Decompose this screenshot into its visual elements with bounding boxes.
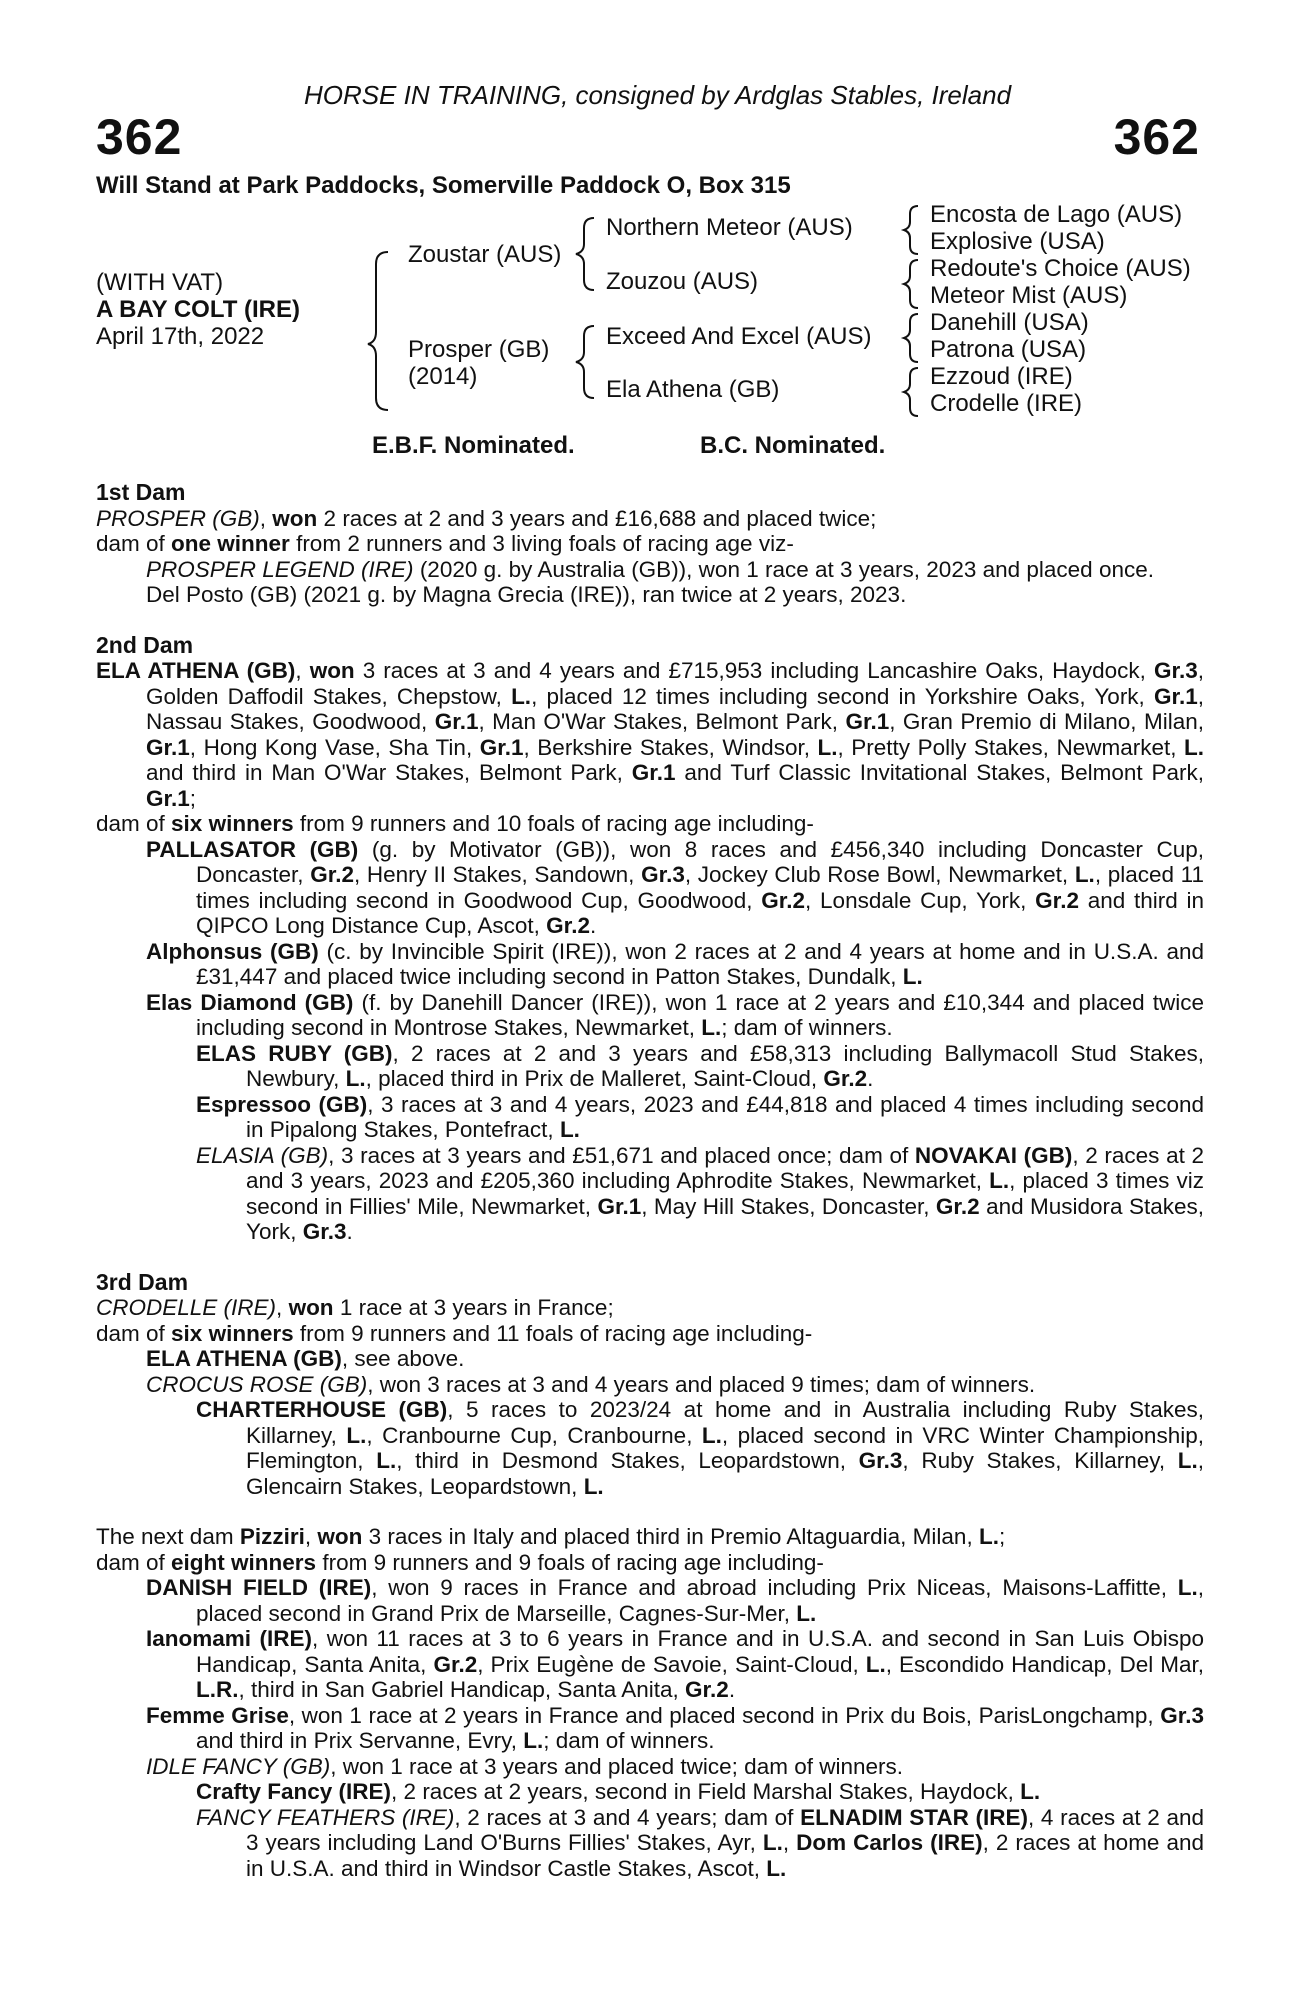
produce-elas-ruby: ELAS RUBY (GB), 2 races at 2 and 3 years and £58,313 including Ballymacoll Stud Stakes, Newbury, L., placed third in Prix de Malleret, Saint-Cloud, Gr.2.: [196, 1040, 1205, 1091]
produce-pallasator: PALLASATOR (GB) (g. by Motivator (GB)), won 8 races and £456,340 including Doncaster Cup, Doncaster, Gr.2, Henry II Stakes, Sandown, Gr.3, Jockey Club Rose Bowl, Newmarket, L., placed 11 times including second in Goodwood Cup, Goodwood, Gr.2, Lonsdale Cup, York, Gr.2 and third in QIPCO Long Distance Cup, Ascot, Gr.2.: [146, 836, 1205, 938]
ancestor-7: Ezzoud (IRE): [930, 363, 1073, 390]
first-dam-foal-2: Del Posto (GB) (2021 g. by Magna Grecia (IRE)), ran twice at 2 years, 2023.: [146, 582, 907, 607]
third-dam-heading: 3rd Dam: [96, 1268, 189, 1295]
produce-espressoo: Espressoo (GB), 3 races at 3 and 4 years, 2023 and £44,818 and placed 4 times including second in Pipalong Stakes, Pontefract, L.: [196, 1091, 1204, 1142]
produce-idle-fancy: IDLE FANCY (GB), won 1 race at 3 years and placed twice; dam of winners.: [146, 1753, 903, 1779]
dam-sire: Exceed And Excel (AUS): [606, 323, 872, 350]
sire-sire: Northern Meteor (AUS): [606, 214, 853, 241]
lot-number-right: 362: [1113, 109, 1200, 165]
next-dam-record: The next dam Pizziri, won 3 races in Italy and placed third in Premio Altaguardia, Milan, L.;: [96, 1524, 1006, 1549]
ancestor-4: Meteor Mist (AUS): [930, 282, 1128, 309]
produce-elasia: ELASIA (GB), 3 races at 3 years and £51,671 and placed once; dam of NOVAKAI (GB), 2 races at 2 and 3 years, 2023 and £205,360 including Aphrodite Stakes, Newmarket, L., placed 3 times viz second in Fillies' Mile, Newmarket, Gr.1, May Hill Stakes, Doncaster, Gr.2 and Musidora Stakes, York, Gr.3.: [196, 1142, 1205, 1244]
page-header-title: HORSE IN TRAINING, consigned by Ardglas Stables, Ireland: [303, 80, 1012, 110]
produce-danish-field: DANISH FIELD (IRE), won 9 races in France and abroad including Prix Niceas, Maisons-Laffitte, L., placed second in Grand Prix de Marseille, Cagnes-Sur-Mer, L.: [146, 1575, 1204, 1626]
bc-nomination: B.C. Nominated.: [700, 432, 886, 459]
dam-name: Prosper (GB): [408, 336, 550, 363]
first-dam-produce-summary: dam of one winner from 2 runners and 3 living foals of racing age viz-: [96, 531, 794, 556]
second-dam-produce-summary: dam of six winners from 9 runners and 10 foals of racing age including-: [96, 811, 814, 836]
next-dam-produce-summary: dam of eight winners from 9 runners and 9 foals of racing age including-: [96, 1549, 824, 1575]
third-dam-produce-summary: dam of six winners from 9 runners and 11 foals of racing age including-: [96, 1320, 813, 1346]
ancestor-5: Danehill (USA): [930, 309, 1089, 336]
first-dam-heading: 1st Dam: [96, 479, 186, 505]
dam-year: (2014): [408, 363, 478, 390]
produce-femme-grise: Femme Grise, won 1 race at 2 years in France and placed second in Prix du Bois, ParisLongchamp, Gr.3 and third in Prix Servanne, Evry, L.; dam of winners.: [146, 1702, 1204, 1753]
pedigree-notes: [96, 480, 1204, 1881]
produce-ela-athena: ELA ATHENA (GB), see above.: [146, 1346, 465, 1371]
first-dam-foal-1: PROSPER LEGEND (IRE) (2020 g. by Australia (GB)), won 1 race at 3 years, 2023 and placed once.: [146, 556, 1154, 582]
produce-elas-diamond: Elas Diamond (GB) (f. by Danehill Dancer (IRE)), won 1 race at 2 years and £10,344 and placed twice including second in Montrose Stakes, Newmarket, L.; dam of winners.: [146, 989, 1204, 1040]
produce-ianomami: Ianomami (IRE), won 11 races at 3 to 6 years in France and in U.S.A. and second in San Luis Obispo Handicap, Santa Anita, Gr.2, Prix Eugène de Savoie, Saint-Cloud, L., Escondido Handicap, Del Mar, L.R., third in San Gabriel Handicap, Santa Anita, Gr.2.: [146, 1626, 1204, 1702]
lot-number-left: 362: [96, 109, 183, 165]
produce-crocus-rose: CROCUS ROSE (GB), won 3 races at 3 and 4 years and placed 9 times; dam of winners.: [146, 1371, 1036, 1397]
dam-dam: Ela Athena (GB): [606, 376, 780, 403]
vat-note: (WITH VAT): [96, 269, 224, 296]
ancestor-3: Redoute's Choice (AUS): [930, 255, 1191, 282]
ancestor-8: Crodelle (IRE): [930, 390, 1083, 417]
ancestor-2: Explosive (USA): [930, 228, 1105, 255]
produce-fancy-feathers: FANCY FEATHERS (IRE), 2 races at 3 and 4 years; dam of ELNADIM STAR (IRE), 4 races at 2 and 3 years including Land O'Burns Fillies' Stakes, Ayr, L., Dom Carlos (IRE), 2 races at home and in U.S.A. and third in Windsor Castle Stakes, Ascot, L.: [196, 1804, 1204, 1881]
second-dam-record: ELA ATHENA (GB), won 3 races at 3 and 4 years and £715,953 including Lancashire Oaks, Haydock, Gr.3, Golden Daffodil Stakes, Chepstow, L., placed 12 times including second in Yorkshire Oaks, York, Gr.1, Nassau Stakes, Goodwood, Gr.1, Man O'War Stakes, Belmont Park, Gr.1, Gran Premio di Milano, Milan, Gr.1, Hong Kong Vase, Sha Tin, Gr.1, Berkshire Stakes, Windsor, L., Pretty Polly Stakes, Newmarket, L. and third in Man O'War Stakes, Belmont Park, Gr.1 and Turf Classic Invitational Stakes, Belmont Park, Gr.1;: [96, 658, 1205, 811]
first-dam-record: PROSPER (GB), won 2 races at 2 and 3 years and £16,688 and placed twice;: [96, 505, 877, 531]
sire-dam: Zouzou (AUS): [606, 268, 759, 295]
produce-alphonsus: Alphonsus (GB) (c. by Invincible Spirit (IRE)), won 2 races at 2 and 4 years at home and in U.S.A. and £31,447 and placed twice including second in Patton Stakes, Dundalk, L.: [146, 938, 1205, 989]
second-dam-heading: 2nd Dam: [96, 631, 194, 658]
sire-name: Zoustar (AUS): [408, 241, 562, 268]
stand-location: Will Stand at Park Paddocks, Somerville Paddock O, Box 315: [96, 172, 791, 199]
foaling-date: April 17th, 2022: [96, 323, 265, 350]
produce-crafty-fancy: Crafty Fancy (IRE), 2 races at 2 years, second in Field Marshal Stakes, Haydock, L.: [196, 1779, 1041, 1804]
horse-name: A BAY COLT (IRE): [96, 296, 301, 323]
ancestor-1: Encosta de Lago (AUS): [930, 201, 1183, 228]
ancestor-6: Patrona (USA): [930, 336, 1087, 363]
produce-charterhouse: CHARTERHOUSE (GB), 5 races to 2023/24 at home and in Australia including Ruby Stakes, Killarney, L., Cranbourne Cup, Cranbourne, L., placed second in VRC Winter Championship, Flemington, L., third in Desmond Stakes, Leopardstown, Gr.3, Ruby Stakes, Killarney, L., Glencairn Stakes, Leopardstown, L.: [196, 1397, 1205, 1499]
ebf-nomination: E.B.F. Nominated.: [372, 432, 575, 459]
third-dam-record: CRODELLE (IRE), won 1 race at 3 years in France;: [96, 1295, 614, 1320]
